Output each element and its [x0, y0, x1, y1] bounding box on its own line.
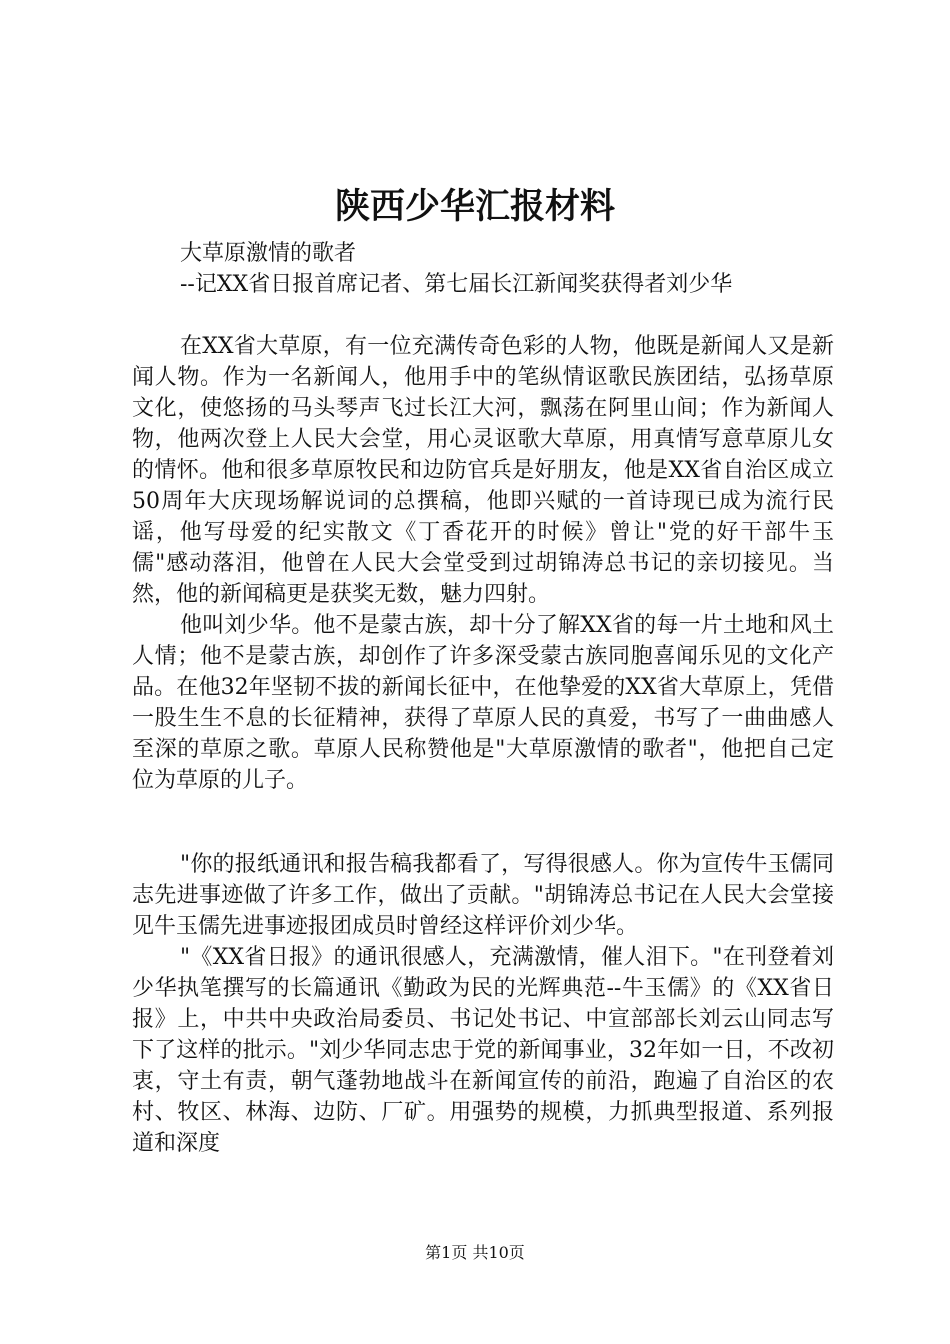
- paragraph-3: "你的报纸通讯和报告稿我都看了，写得很感人。你为宣传牛玉儒同志先进事迹做了许多工作，做出了贡献。"胡锦涛总书记在人民大会堂接见牛玉儒先进事迹报团成员时曾经这样评价刘少华。: [132, 852, 834, 939]
- body-section-2: [132, 849, 834, 1159]
- paragraph-2: 他叫刘少华。他不是蒙古族，却十分了解XX省的每一片土地和风土人情；他不是蒙古族，却创作了许多深受蒙古族同胞喜闻乐见的文化产品。在他32年坚韧不拔的新闻长征中，在他挚爱的XX省大草原上，凭借一股生生不息的长征精神，获得了草原人民的真爱，书写了一曲曲感人至深的草原之歌。草原人民称赞他是"大草原激情的歌者"，他把自己定位为草原的儿子。: [132, 613, 834, 793]
- subtitle-block: [132, 238, 832, 300]
- paragraph-4: "《XX省日报》的通讯很感人，充满激情，催人泪下。"在刊登着刘少华执笔撰写的长篇通讯《勤政为民的光辉典范--牛玉儒》的《XX省日报》上，中共中央政治局委员、书记处书记、中宣部部长刘云山同志写下了这样的批示。"刘少华同志忠于党的新闻事业，32年如一日，不改初衷，守土有责，朝气蓬勃地战斗在新闻宣传的前沿，跑遍了自治区的农村、牧区、林海、边防、厂矿。用强势的规模，力抓典型报道、系列报道和深度: [132, 945, 834, 1156]
- article-subheading: --记XX省日报首席记者、第七届长江新闻奖获得者刘少华: [180, 272, 733, 297]
- paragraph-1: 在XX省大草原，有一位充满传奇色彩的人物，他既是新闻人又是新闻人物。作为一名新闻人，他用手中的笔纵情讴歌民族团结，弘扬草原文化，使悠扬的马头琴声飞过长江大河，飘荡在阿里山间；作为新闻人物，他两次登上人民大会堂，用心灵讴歌大草原，用真情写意草原儿女的情怀。他和很多草原牧民和边防官兵是好朋友，他是XX省自治区成立50周年大庆现场解说词的总撰稿，他即兴赋的一首诗现已成为流行民谣，他写母爱的纪实散文《丁香花开的时候》曾让"党的好干部牛玉儒"感动落泪，他曾在人民大会堂受到过胡锦涛总书记的亲切接见。当然，他的新闻稿更是获奖无数，魅力四射。: [132, 334, 834, 607]
- article-subtitle: 大草原激情的歌者: [180, 241, 357, 266]
- page-number: 第1页 共10页: [425, 1243, 525, 1262]
- page-title: 陕西少华汇报材料: [334, 187, 615, 227]
- body-section-1: [132, 331, 834, 796]
